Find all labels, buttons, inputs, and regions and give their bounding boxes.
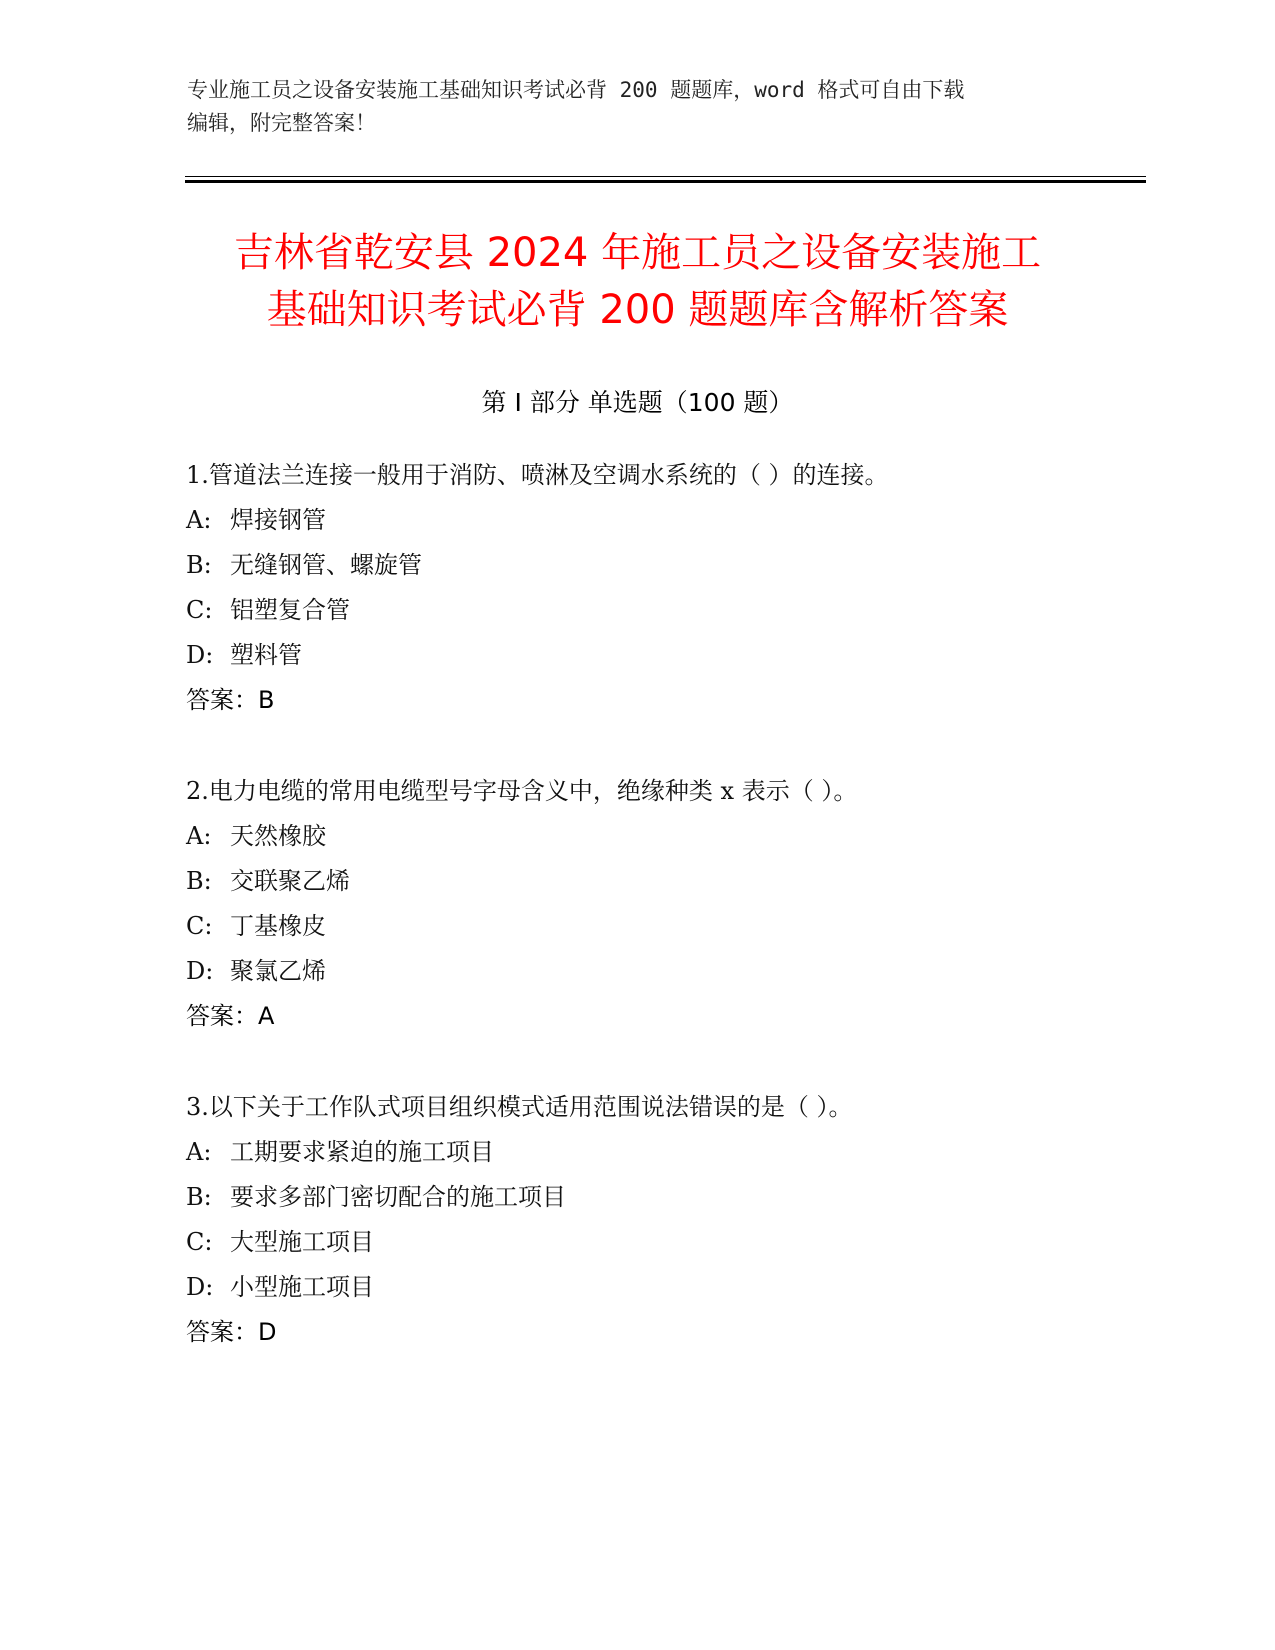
option-letter: B: bbox=[186, 551, 212, 579]
option-text: 无缝钢管、螺旋管 bbox=[230, 551, 422, 579]
option-text: 要求多部门密切配合的施工项目 bbox=[230, 1183, 566, 1211]
question-3 bbox=[186, 1085, 1146, 1355]
option-d bbox=[186, 949, 1146, 994]
option-letter: A: bbox=[186, 506, 212, 534]
header-divider-thick bbox=[185, 180, 1146, 183]
option-letter: D: bbox=[186, 1273, 214, 1301]
option-letter: C: bbox=[186, 912, 213, 940]
option-a bbox=[186, 1130, 1146, 1175]
option-c bbox=[186, 588, 1146, 633]
option-letter: C: bbox=[186, 1228, 213, 1256]
option-text: 铝塑复合管 bbox=[230, 596, 350, 624]
option-text: 丁基橡皮 bbox=[230, 912, 326, 940]
question-2 bbox=[186, 769, 1146, 1039]
option-letter: A: bbox=[186, 1138, 212, 1166]
option-letter: D: bbox=[186, 957, 214, 985]
option-letter: C: bbox=[186, 596, 213, 624]
question-1 bbox=[186, 453, 1146, 723]
header-note: 专业施工员之设备安装施工基础知识考试必背 200 题题库，word 格式可自由下载 编辑，附完整答案！ bbox=[187, 78, 965, 135]
option-text: 焊接钢管 bbox=[230, 506, 326, 534]
question-stem: 3.以下关于工作队式项目组织模式适用范围说法错误的是（ ）。 bbox=[186, 1093, 853, 1121]
option-b bbox=[186, 859, 1146, 904]
option-text: 大型施工项目 bbox=[230, 1228, 374, 1256]
option-letter: D: bbox=[186, 641, 214, 669]
option-a bbox=[186, 498, 1146, 543]
question-stem: 1.管道法兰连接一般用于消防、喷淋及空调水系统的（ ）的连接。 bbox=[186, 461, 889, 489]
answer-line: 答案：A bbox=[186, 1002, 275, 1030]
option-letter: A: bbox=[186, 822, 212, 850]
option-text: 聚氯乙烯 bbox=[230, 957, 326, 985]
header-divider-thin bbox=[185, 176, 1146, 177]
option-d bbox=[186, 1265, 1146, 1310]
option-letter: B: bbox=[186, 867, 212, 895]
option-d bbox=[186, 633, 1146, 678]
option-text: 塑料管 bbox=[230, 641, 302, 669]
option-text: 天然橡胶 bbox=[230, 822, 326, 850]
option-c bbox=[186, 904, 1146, 949]
answer-line: 答案：D bbox=[186, 1318, 277, 1346]
option-text: 交联聚乙烯 bbox=[230, 867, 350, 895]
option-a bbox=[186, 814, 1146, 859]
question-stem: 2.电力电缆的常用电缆型号字母含义中，绝缘种类 x 表示（ ）。 bbox=[186, 777, 858, 805]
title-line-1: 吉林省乾安县 2024 年施工员之设备安装施工 bbox=[233, 230, 1042, 276]
answer-line: 答案：B bbox=[186, 686, 275, 714]
option-b bbox=[186, 543, 1146, 588]
option-text: 工期要求紧迫的施工项目 bbox=[230, 1138, 494, 1166]
title-line-2: 基础知识考试必背 200 题题库含解析答案 bbox=[266, 287, 1009, 333]
section-heading: 第 I 部分 单选题（100 题） bbox=[481, 388, 794, 417]
option-b bbox=[186, 1175, 1146, 1220]
option-text: 小型施工项目 bbox=[230, 1273, 374, 1301]
option-c bbox=[186, 1220, 1146, 1265]
option-letter: B: bbox=[186, 1183, 212, 1211]
document-title bbox=[160, 225, 1115, 339]
